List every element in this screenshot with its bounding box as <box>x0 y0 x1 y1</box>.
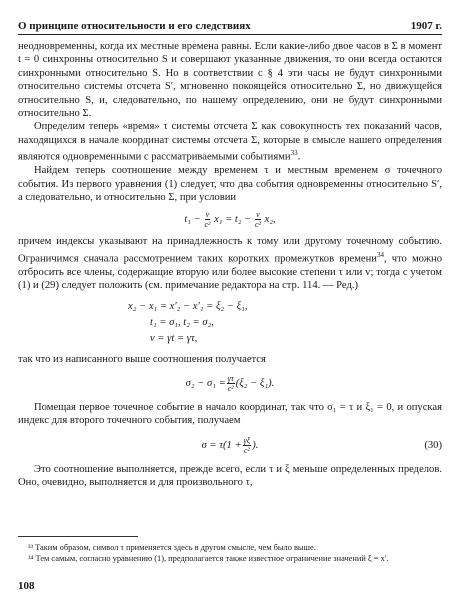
fraction-gamma-tau <box>227 374 235 393</box>
equation-system <box>128 299 442 347</box>
paragraph-6: Помещая первое точечное событие в начало координат, так что σ₁ = τ и ξ₁ = 0, и опуская индекс для второго точечного события, получаем <box>18 401 442 427</box>
frac-num: v <box>256 210 260 220</box>
footnote-divider <box>18 536 138 537</box>
paragraph-3: Найдем теперь соотношение между временем τ и местным временем σ точечного события. Из первого уравнения (1) следует, что два события одновременны относительно S′, а следовательно, и относительно Σ, при условии <box>18 165 442 203</box>
frac-den: c² <box>227 383 234 393</box>
frac-den: c² <box>204 220 211 230</box>
paragraph-7: Это соотношение выполняется, прежде всего, если τ и ξ меньше определенных пределов. Оно, очевидно, выполняется и для произвольного τ, <box>18 463 442 489</box>
eq-cond-mid: x₁ = t₂ − <box>214 214 252 226</box>
footnote-33: ³³ Таким образом, символ τ применяется здесь в другом смысле, чем было выше. <box>28 543 316 552</box>
eq-sys-line-3: v = γt = γτ, <box>150 332 198 344</box>
frac-den: c² <box>243 445 250 455</box>
paragraph-5: так что из написанного выше соотношения получается <box>18 353 266 365</box>
fraction-gamma-xi <box>243 436 252 455</box>
eq30-right: ). <box>252 439 259 451</box>
paragraph-2-text: Определим теперь «время» τ системы отсчета Σ как совокупность тех показаний часов, находящихся в начале координат системы отсчета Σ, которые в смысле нашего определения являются одновременными с рассматриваемыми событиями <box>18 121 442 163</box>
eq30-left: σ = τ(1 + <box>201 439 242 451</box>
equation-30 <box>18 436 442 455</box>
paragraph-4 <box>18 235 442 292</box>
paragraph-1: неодновременны, когда их местные времена равны. Если какие-либо двое часов в Σ в момент t = 0 синхронны относительно S и совершают указанные движения, то они всегда остаются синхронными относительно S. Но в соответствии с § 4 эти часы не будут синхронными относительно системы отсчета S′, мгновенно покоящейся относительно Σ, но движущейся относительно S, и, следовательно, по нашему определению, они не будут синхронными относительно Σ. <box>18 41 442 120</box>
footnote-ref-33[interactable]: 33 <box>290 149 298 158</box>
footnote-34: ³⁴ Тем самым, согласно уравнению (1), предполагается также известное ограничение значений ξ = x′. <box>28 553 389 563</box>
body-text <box>18 40 442 490</box>
fraction-v-c2-b <box>255 210 261 229</box>
frac-num: v <box>205 210 210 220</box>
equation-sigma <box>18 374 442 393</box>
paragraph-2: Определим теперь «время» τ системы отсчета Σ как совокупность тех показаний часов, находящихся в начале координат системы отсчета Σ, которые в смысле нашего определения являются одновременными с рассматриваемыми событиями$^{33}$. <box>18 121 442 163</box>
frac-num: γτ <box>227 373 234 383</box>
eq-sys-line-2: t₁ = σ₁, t₂ = σ₂, <box>150 316 214 328</box>
eq-sys-line-1: x₂ − x₁ = x′₂ − x′₁ = ξ₂ − ξ₁, <box>128 300 248 312</box>
header-title: О принципе относительности и его следствиях <box>18 20 251 32</box>
header-year: 1907 г. <box>410 20 442 32</box>
frac-num: γξ <box>243 435 251 445</box>
footnote-ref-34[interactable]: 34 <box>376 250 384 259</box>
eq-cond-left: t₁ − <box>184 214 201 226</box>
eq-sigma-left: σ₂ − σ₁ = <box>185 377 226 389</box>
fraction-v-c2-a <box>204 210 210 229</box>
frac-den: c² <box>254 220 261 230</box>
eq-cond-right: x₂, <box>264 214 276 226</box>
paragraph-4a: причем индексы указывают на принадлежность к тому или другому точечному событию. Ограничимся сначала рассмотрением таких коротких промежутков времени <box>18 236 442 265</box>
footnotes <box>18 543 442 564</box>
running-header <box>18 14 442 35</box>
eq-sigma-right: (ξ₂ − ξ₁). <box>235 377 275 389</box>
paragraph-4b: , что можно отбросить все члены, содержащие вторую или более высокие степени τ или v; тогда с учетом (1) и (29) следует положить (см. примечание редактора на стр. 114. — Ред.) <box>18 253 442 292</box>
equation-number-30: (30) <box>424 439 442 451</box>
equation-condition <box>18 210 442 229</box>
page-number: 108 <box>18 580 35 592</box>
